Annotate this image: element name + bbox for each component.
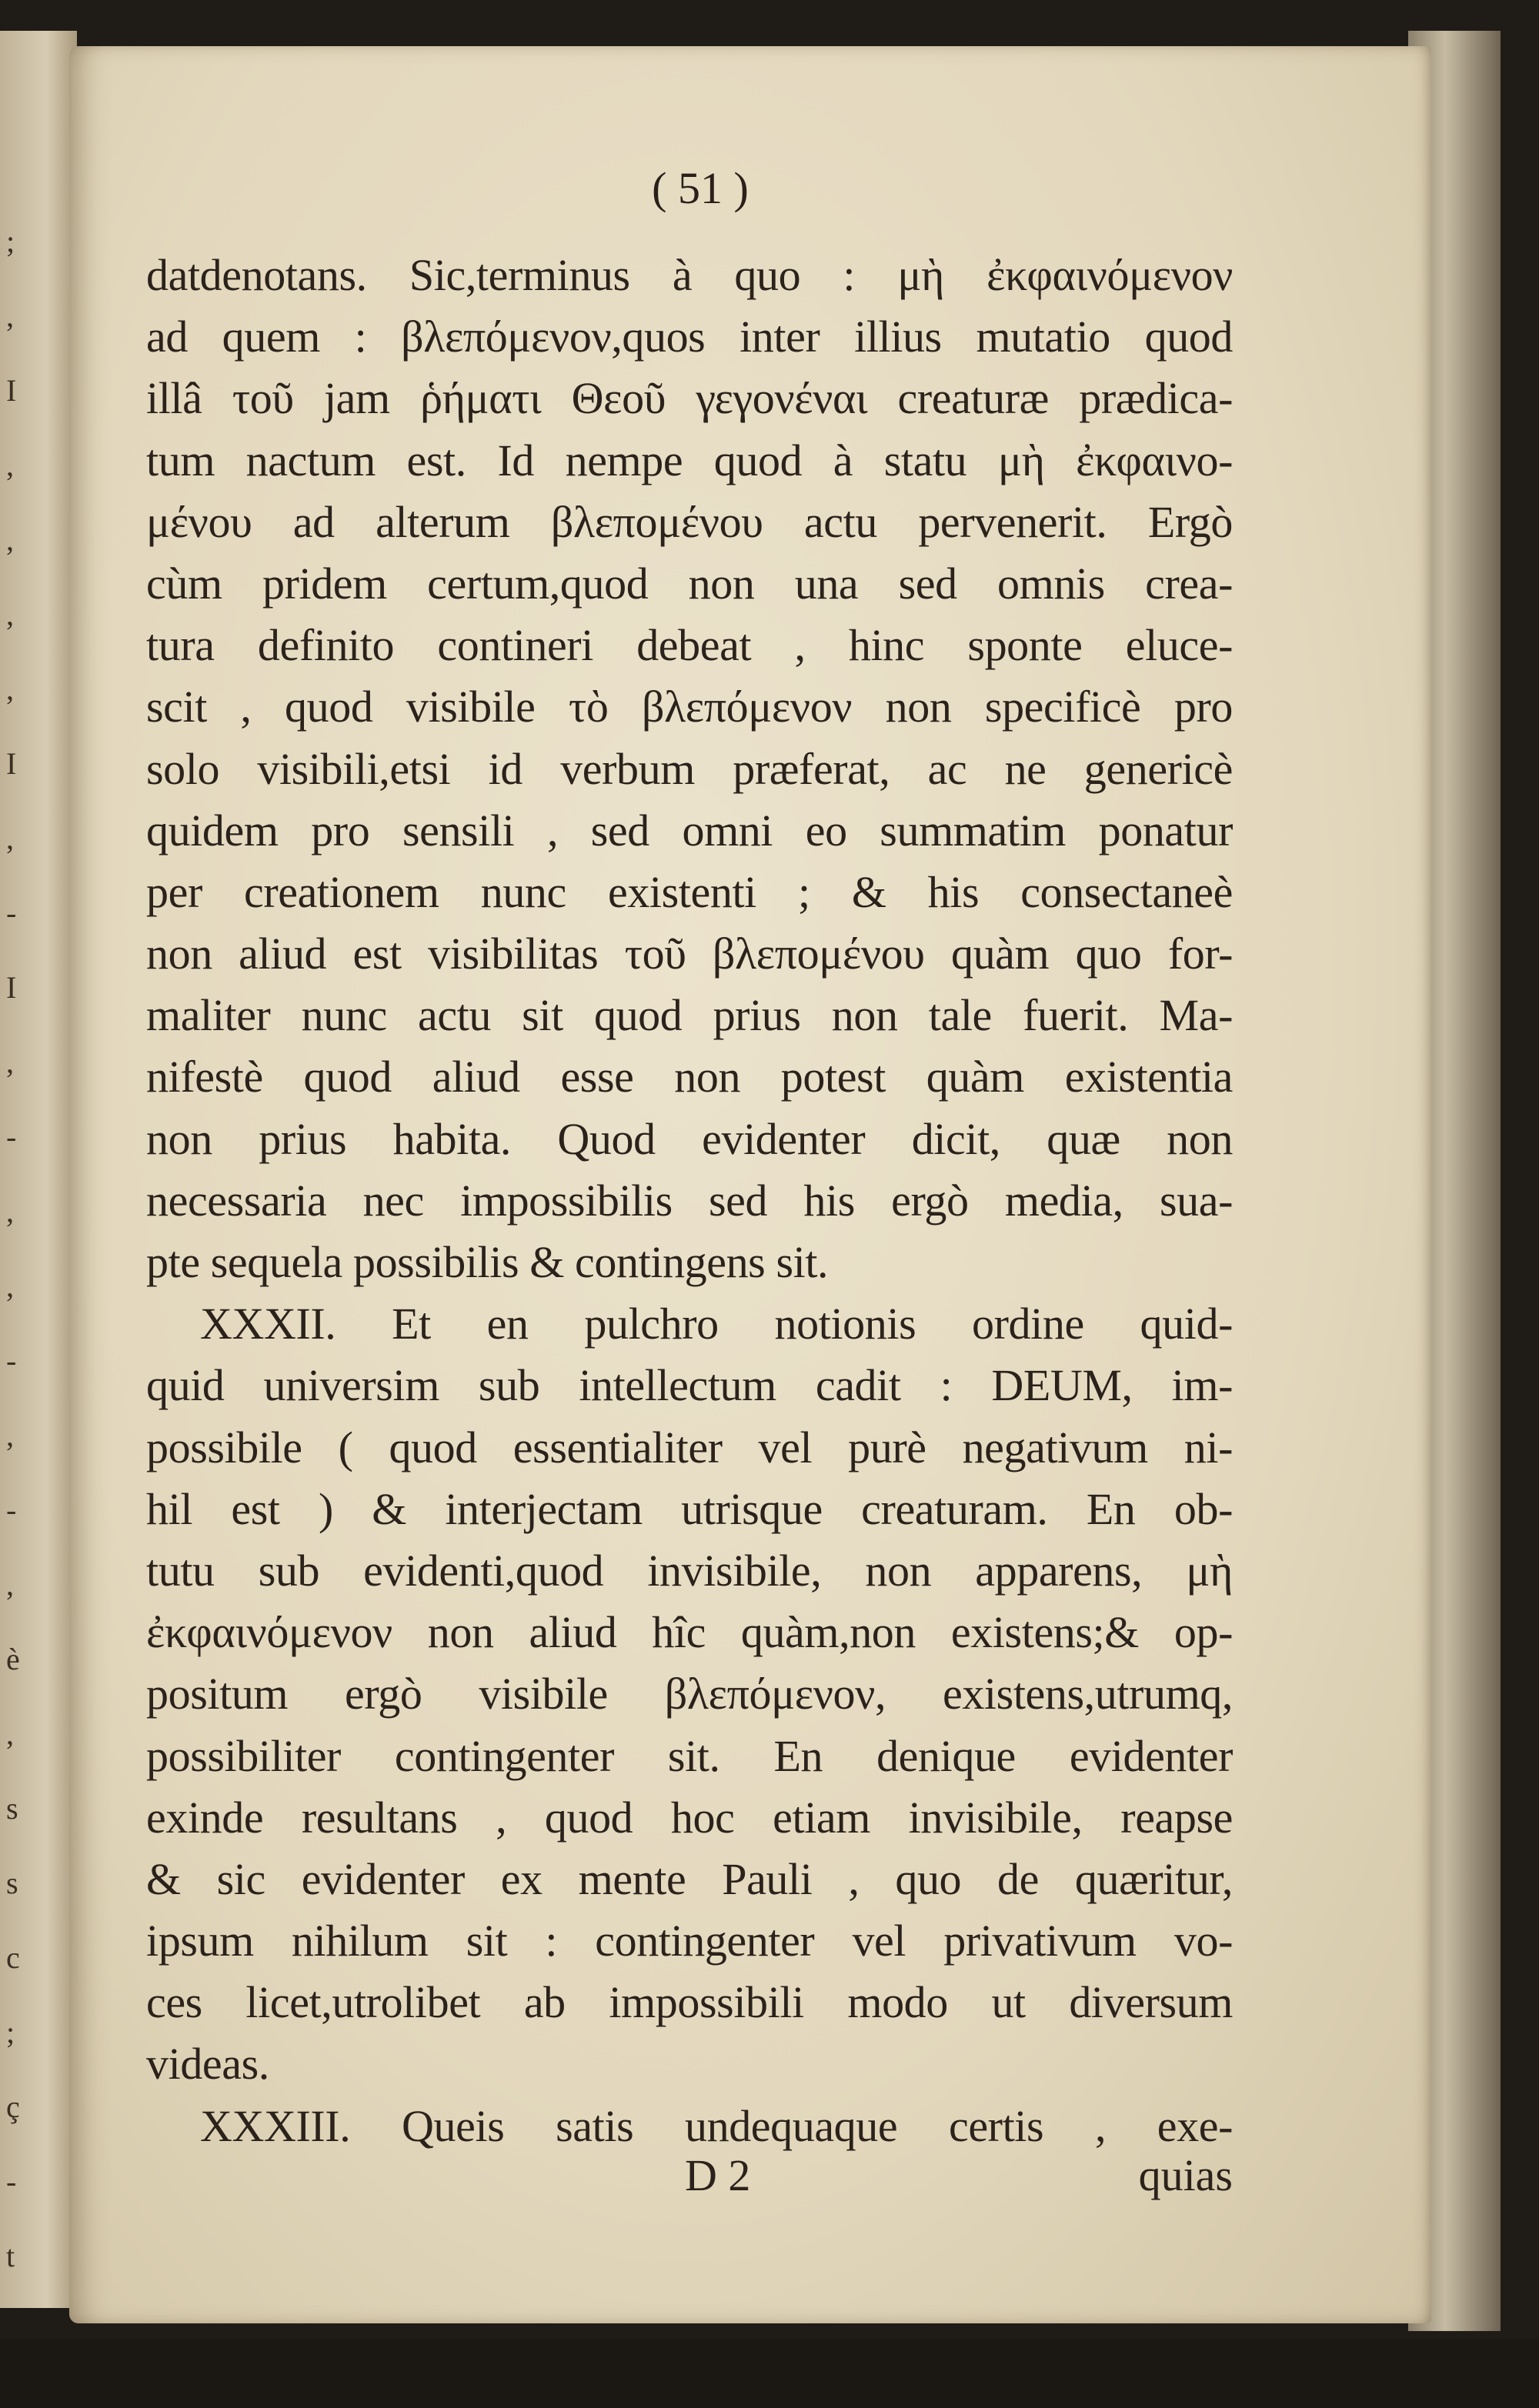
text-line: scit , quod visibile τὸ βλεπόμενον non specificè pro bbox=[146, 682, 1233, 732]
facing-page-char: , bbox=[6, 448, 14, 482]
facing-page-char: , bbox=[6, 672, 14, 706]
text-line: non prius habita. Quod evidenter dicit, quæ non bbox=[146, 1113, 1233, 1164]
facing-page-char: - bbox=[6, 895, 17, 930]
text-line: XXXII. Et en pulchro notionis ordine quid- bbox=[200, 1299, 1233, 1349]
facing-page-char: - bbox=[6, 1492, 17, 1527]
page-footer bbox=[146, 2145, 1233, 2206]
facing-page-edge bbox=[0, 31, 77, 2308]
text-line: possibiliter contingenter sit. En denique evidenter bbox=[146, 1730, 1233, 1781]
facing-page-char: - bbox=[6, 1119, 17, 1154]
text-line: quid universim sub intellectum cadit : DEUM, im- bbox=[146, 1360, 1233, 1411]
text-line: tum nactum est. Id nempe quod à statu μὴ ἐκφαινο- bbox=[146, 435, 1233, 485]
facing-page-char: , bbox=[6, 1269, 14, 1303]
text-line: per creationem nunc existenti ; & his consectaneè bbox=[146, 866, 1233, 917]
text-line: tutu sub evidenti,quod invisibile, non apparens, μὴ bbox=[146, 1545, 1233, 1596]
text-line: exinde resultans , quod hoc etiam invisibile, reapse bbox=[146, 1792, 1233, 1843]
text-line: maliter nunc actu sit quod prius non tale fuerit. Ma- bbox=[146, 990, 1233, 1041]
facing-page-char: , bbox=[6, 1567, 14, 1602]
scan-background bbox=[0, 2339, 1539, 2408]
text-line: cùm pridem certum,quod non una sed omnis crea- bbox=[146, 558, 1233, 609]
text-line: videas. bbox=[146, 2039, 269, 2089]
text-line: datdenotans. Sic,terminus à quo : μὴ ἐκφαινόμενον bbox=[146, 250, 1233, 300]
facing-page-char: ç bbox=[6, 2089, 20, 2124]
text-line: ad quem : βλεπόμενον,quos inter illius mutatio quod bbox=[146, 312, 1233, 362]
text-line: positum ergò visibile βλεπόμενον, existens,utrumq, bbox=[146, 1669, 1233, 1719]
facing-page-char: t bbox=[6, 2239, 15, 2273]
text-line: solo visibili,etsi id verbum præferat, ac ne genericè bbox=[146, 743, 1233, 794]
facing-page-char: s bbox=[6, 1791, 18, 1826]
text-line: & sic evidenter ex mente Pauli , quo de quæritur, bbox=[146, 1853, 1233, 1904]
facing-page-char: - bbox=[6, 1343, 17, 1378]
text-line: hil est ) & interjectam utrisque creaturam. En ob- bbox=[146, 1483, 1233, 1534]
facing-page-char: , bbox=[6, 597, 14, 632]
text-line: pte sequela possibilis & contingens sit. bbox=[146, 1237, 829, 1287]
text-line: illâ τοῦ jam ῥήματι Θεοῦ γεγονέναι creaturæ prædica- bbox=[146, 373, 1233, 424]
facing-page-char: I bbox=[6, 746, 17, 781]
text-line: μένου ad alterum βλεπομένου actu pervenerit. Ergò bbox=[146, 496, 1233, 547]
facing-page-char: s bbox=[6, 1866, 18, 1900]
running-head: ( 51 ) bbox=[652, 163, 749, 213]
text-line: ipsum nihilum sit : contingenter vel privativum vo- bbox=[146, 1916, 1233, 1966]
facing-page-char: I bbox=[6, 970, 17, 1005]
facing-page-char: c bbox=[6, 1940, 20, 1975]
text-line: quidem pro sensili , sed omni eo summatim ponatur bbox=[146, 805, 1233, 855]
facing-page-char: , bbox=[6, 1418, 14, 1452]
text-line: necessaria nec impossibilis sed his ergò media, sua- bbox=[146, 1175, 1233, 1226]
facing-page-char: - bbox=[6, 2164, 17, 2199]
facing-page-char: , bbox=[6, 1194, 14, 1229]
facing-page-char: , bbox=[6, 1045, 14, 1079]
catchword: quias bbox=[1138, 2150, 1233, 2200]
facing-page-char: ; bbox=[6, 224, 15, 258]
text-line: nifestè quod aliud esse non potest quàm existentia bbox=[146, 1052, 1233, 1102]
facing-page-char: , bbox=[6, 1716, 14, 1751]
facing-page-char: , bbox=[6, 522, 14, 557]
facing-page-char: è bbox=[6, 1642, 20, 1676]
body-text bbox=[146, 245, 1233, 2157]
text-line: ces licet,utrolibet ab impossibili modo ut diversum bbox=[146, 1977, 1233, 2028]
text-line: non aliud est visibilitas τοῦ βλεπομένου quàm quo for- bbox=[146, 929, 1233, 979]
facing-page-char: , bbox=[6, 298, 14, 333]
facing-page-char: , bbox=[6, 821, 14, 855]
text-line: tura definito contineri debeat , hinc sponte eluce- bbox=[146, 620, 1233, 671]
facing-page-char: ; bbox=[6, 2015, 15, 2049]
text-line: ἐκφαινόμενον non aliud hîc quàm,non existens;& op- bbox=[146, 1607, 1233, 1658]
text-line: possibile ( quod essentialiter vel purè negativum ni- bbox=[146, 1422, 1233, 1472]
facing-page-char: I bbox=[6, 373, 17, 408]
text-line: XXXIII. Queis satis undequaque certis , exe- bbox=[200, 2100, 1233, 2151]
signature-mark: D 2 bbox=[685, 2150, 751, 2200]
